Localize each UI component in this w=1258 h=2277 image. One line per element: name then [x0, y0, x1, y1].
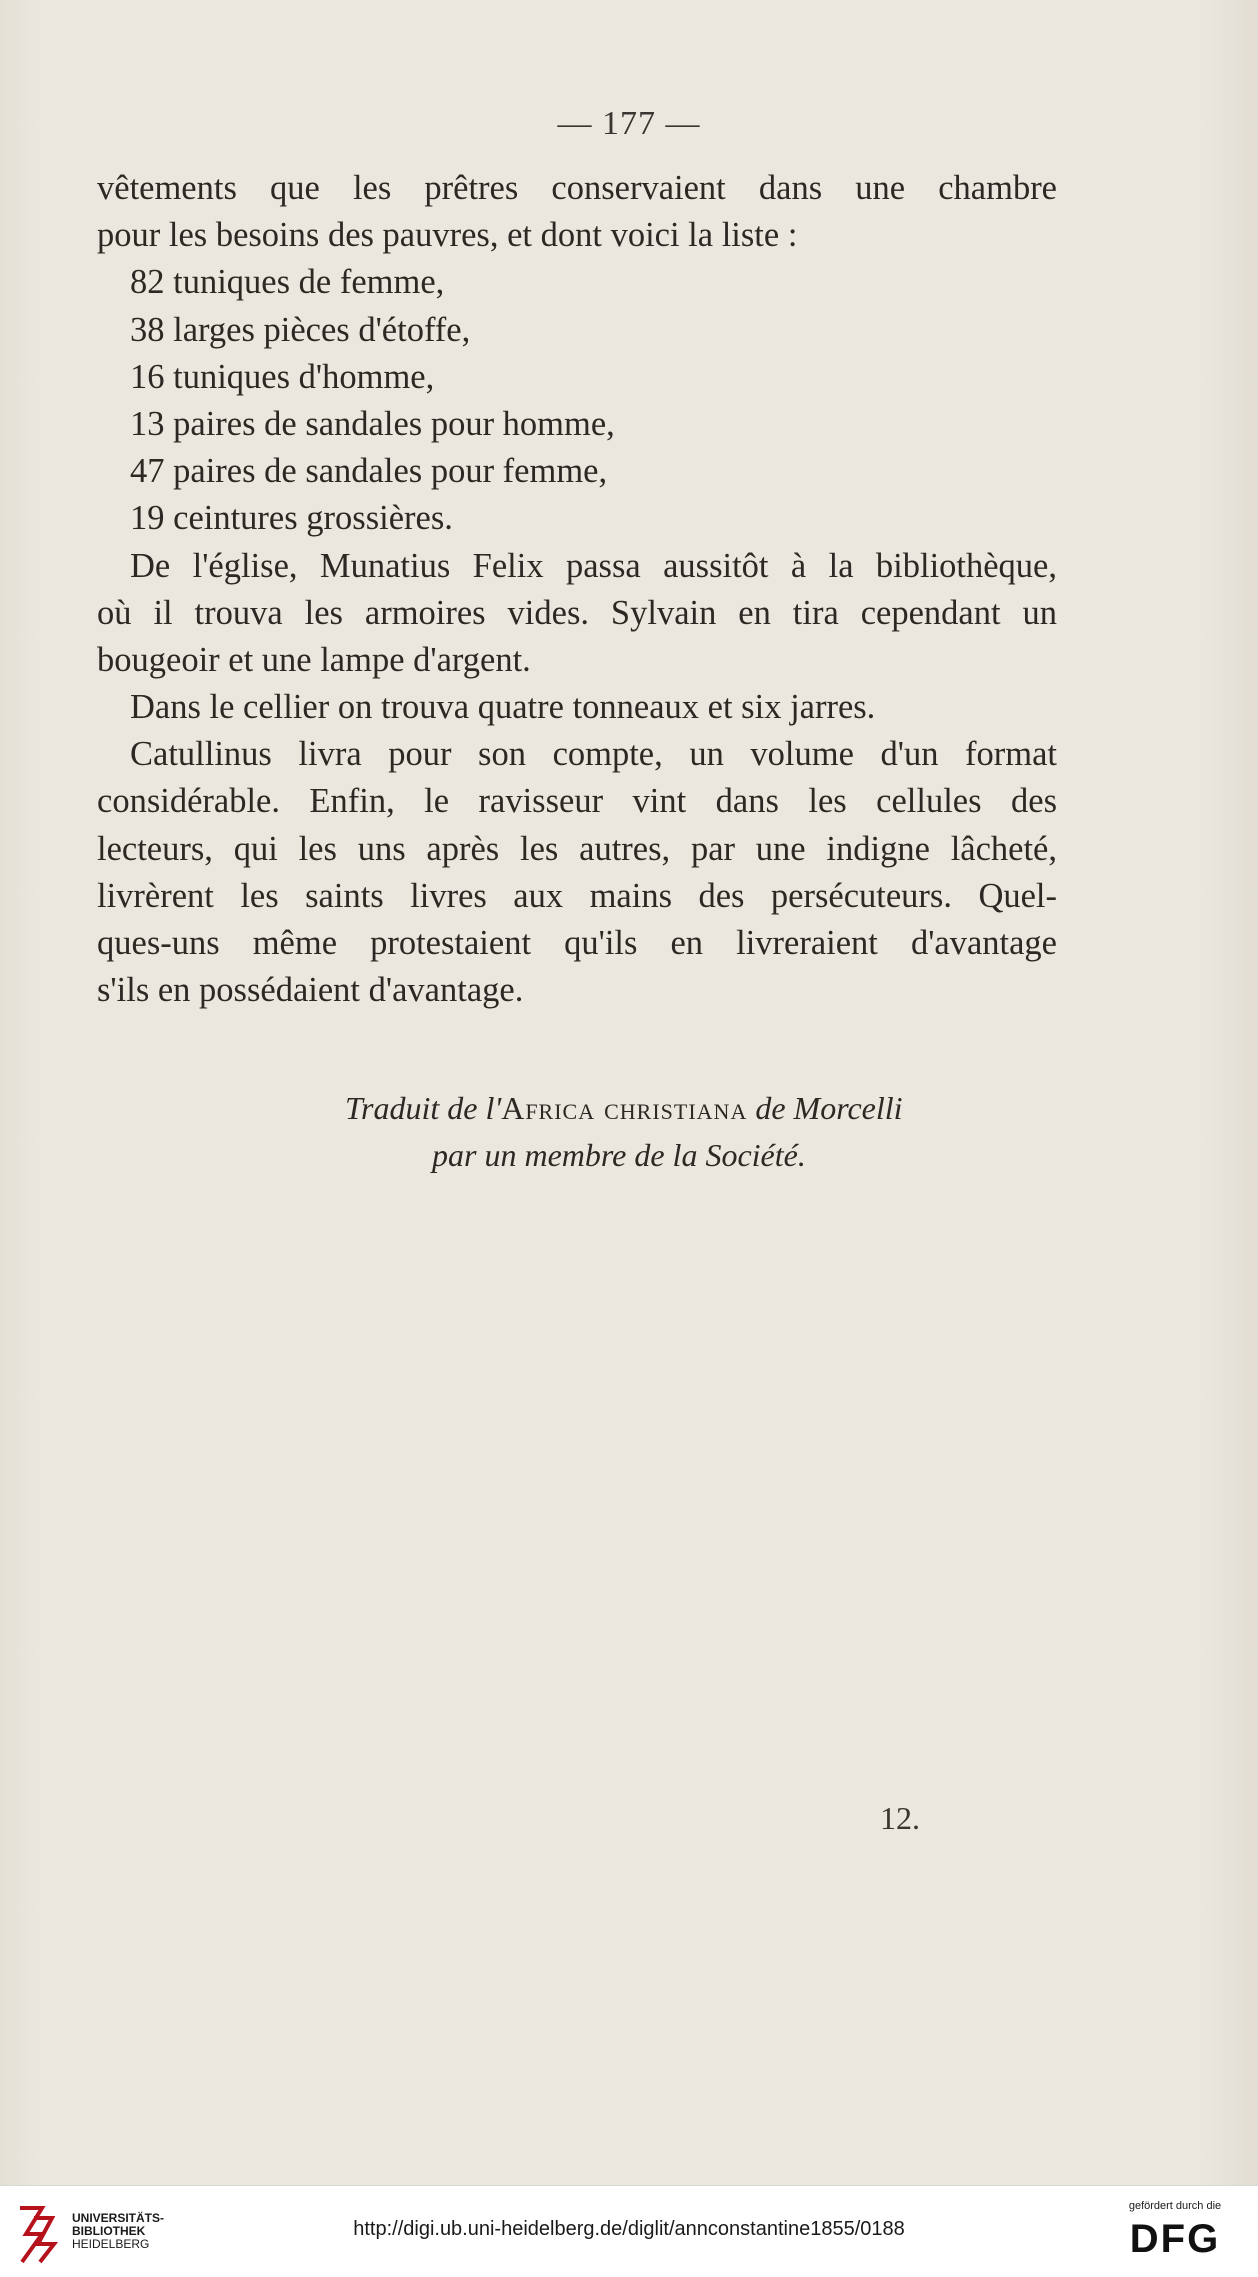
sponsor-label: gefördert durch die: [1128, 2200, 1222, 2212]
text-line: s'ils en possédaient d'avantage.: [97, 971, 524, 1010]
dfg-logo: DFG: [1129, 2217, 1221, 2261]
attribution: [0, 1085, 1258, 1179]
attribution-line-1: [0, 1085, 1258, 1132]
text-line: ques-uns même protestaient qu'ils en livreraient d'avantage: [97, 924, 1057, 962]
list-item: 16 tuniques d'homme,: [130, 357, 435, 396]
text-line: vêtements que les prêtres conservaient dans une chambre: [97, 169, 1057, 207]
text-line: bougeoir et une lampe d'argent.: [97, 640, 531, 679]
attribution-line-2: par un membre de la Société.: [432, 1137, 806, 1173]
text-line: Dans le cellier on trouva quatre tonneaux et six jarres.: [130, 688, 876, 727]
attribution-prefix: Traduit de l': [345, 1090, 502, 1126]
text-line: pour les besoins des pauvres, et dont voici la liste :: [97, 216, 798, 255]
attribution-author: de Morcelli: [747, 1090, 903, 1126]
signature-mark: 12.: [880, 1800, 920, 1836]
text-line: lecteurs, qui les uns après les autres, par une indigne lâcheté,: [97, 829, 1057, 868]
list-item: 19 ceintures grossières.: [130, 499, 453, 538]
list-item: 82 tuniques de femme,: [130, 263, 445, 302]
text-line: Catullinus livra pour son compte, un volume d'un format: [130, 735, 1057, 774]
body-text: [97, 165, 1057, 1014]
permalink-url[interactable]: http://digi.ub.uni-heidelberg.de/diglit/annconstantine1855/0188: [353, 2218, 905, 2240]
attribution-source-title: Africa christiana: [501, 1090, 748, 1126]
library-name-line: BIBLIOTHEK: [72, 2224, 146, 2238]
footer-bar: [0, 2185, 1258, 2277]
list-item: 47 paires de sandales pour femme,: [130, 452, 608, 491]
text-line: livrèrent les saints livres aux mains des persécuteurs. Quel-: [97, 876, 1057, 915]
library-name-line: UNIVERSITÄTS-: [72, 2211, 165, 2225]
sponsor-block: [1110, 2200, 1240, 2262]
text-line: considérable. Enfin, le ravisseur vint dans les cellules des: [97, 782, 1057, 821]
library-name-line: HEIDELBERG: [72, 2237, 150, 2251]
text-line: De l'église, Munatius Felix passa aussitôt à la bibliothèque,: [130, 546, 1057, 585]
list-item: 38 larges pièces d'étoffe,: [130, 310, 471, 349]
list-item: 13 paires de sandales pour homme,: [130, 404, 615, 443]
text-line: où il trouva les armoires vides. Sylvain en tira cependant un: [97, 593, 1057, 632]
page-number: — 177 —: [557, 105, 701, 142]
